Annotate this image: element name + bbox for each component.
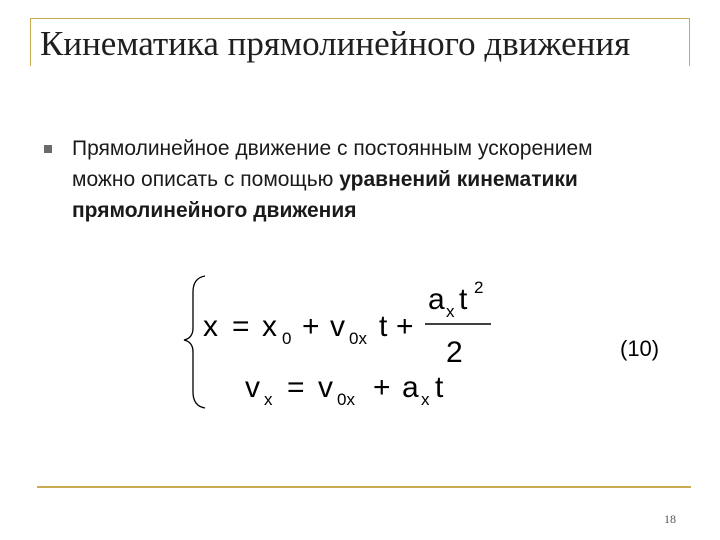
footer-rule: [37, 486, 691, 488]
eq2-plus: +: [373, 371, 391, 404]
eq1-num-a-sub: x: [446, 302, 455, 321]
slide-title: Кинематика прямолинейного движения: [40, 24, 631, 63]
eq2-a-sub: x: [421, 390, 430, 409]
eq1-t: t: [379, 310, 388, 343]
eq2-vx-base: v: [245, 371, 260, 404]
eq1-x0-base: x: [262, 310, 277, 343]
eq2-equals: =: [287, 371, 305, 404]
eq1-plus2: +: [396, 310, 414, 343]
page-number: 18: [664, 512, 676, 526]
eq1-x: x: [203, 310, 218, 343]
eq1-v-base: v: [330, 310, 345, 343]
bullet-text-regular: Прямолинейное движение с постоянным ускорением можно описать с помощью: [72, 137, 593, 191]
eq2-a-base: a: [402, 371, 419, 404]
eq1-den: 2: [446, 336, 463, 369]
eq2-v0-sub: 0x: [337, 390, 355, 409]
eq1-num-t-sup: 2: [474, 278, 484, 297]
eq1-plus1: +: [302, 310, 320, 343]
eq1-num-t: t: [459, 283, 468, 316]
eq2-vx-sub: x: [264, 390, 273, 409]
eq1-num-a: a: [428, 283, 445, 316]
eq1-x0-sub: 0: [282, 329, 292, 348]
bullet-text-bold: уравнений кинематики прямолинейного движения: [72, 168, 578, 222]
eq1-equals: =: [232, 310, 250, 343]
eq2-t: t: [435, 371, 444, 404]
eq1-v-sub: 0x: [349, 329, 367, 348]
equation-number: (10): [620, 336, 660, 361]
eq2-v0-base: v: [318, 371, 333, 404]
left-brace-icon: [184, 276, 205, 408]
